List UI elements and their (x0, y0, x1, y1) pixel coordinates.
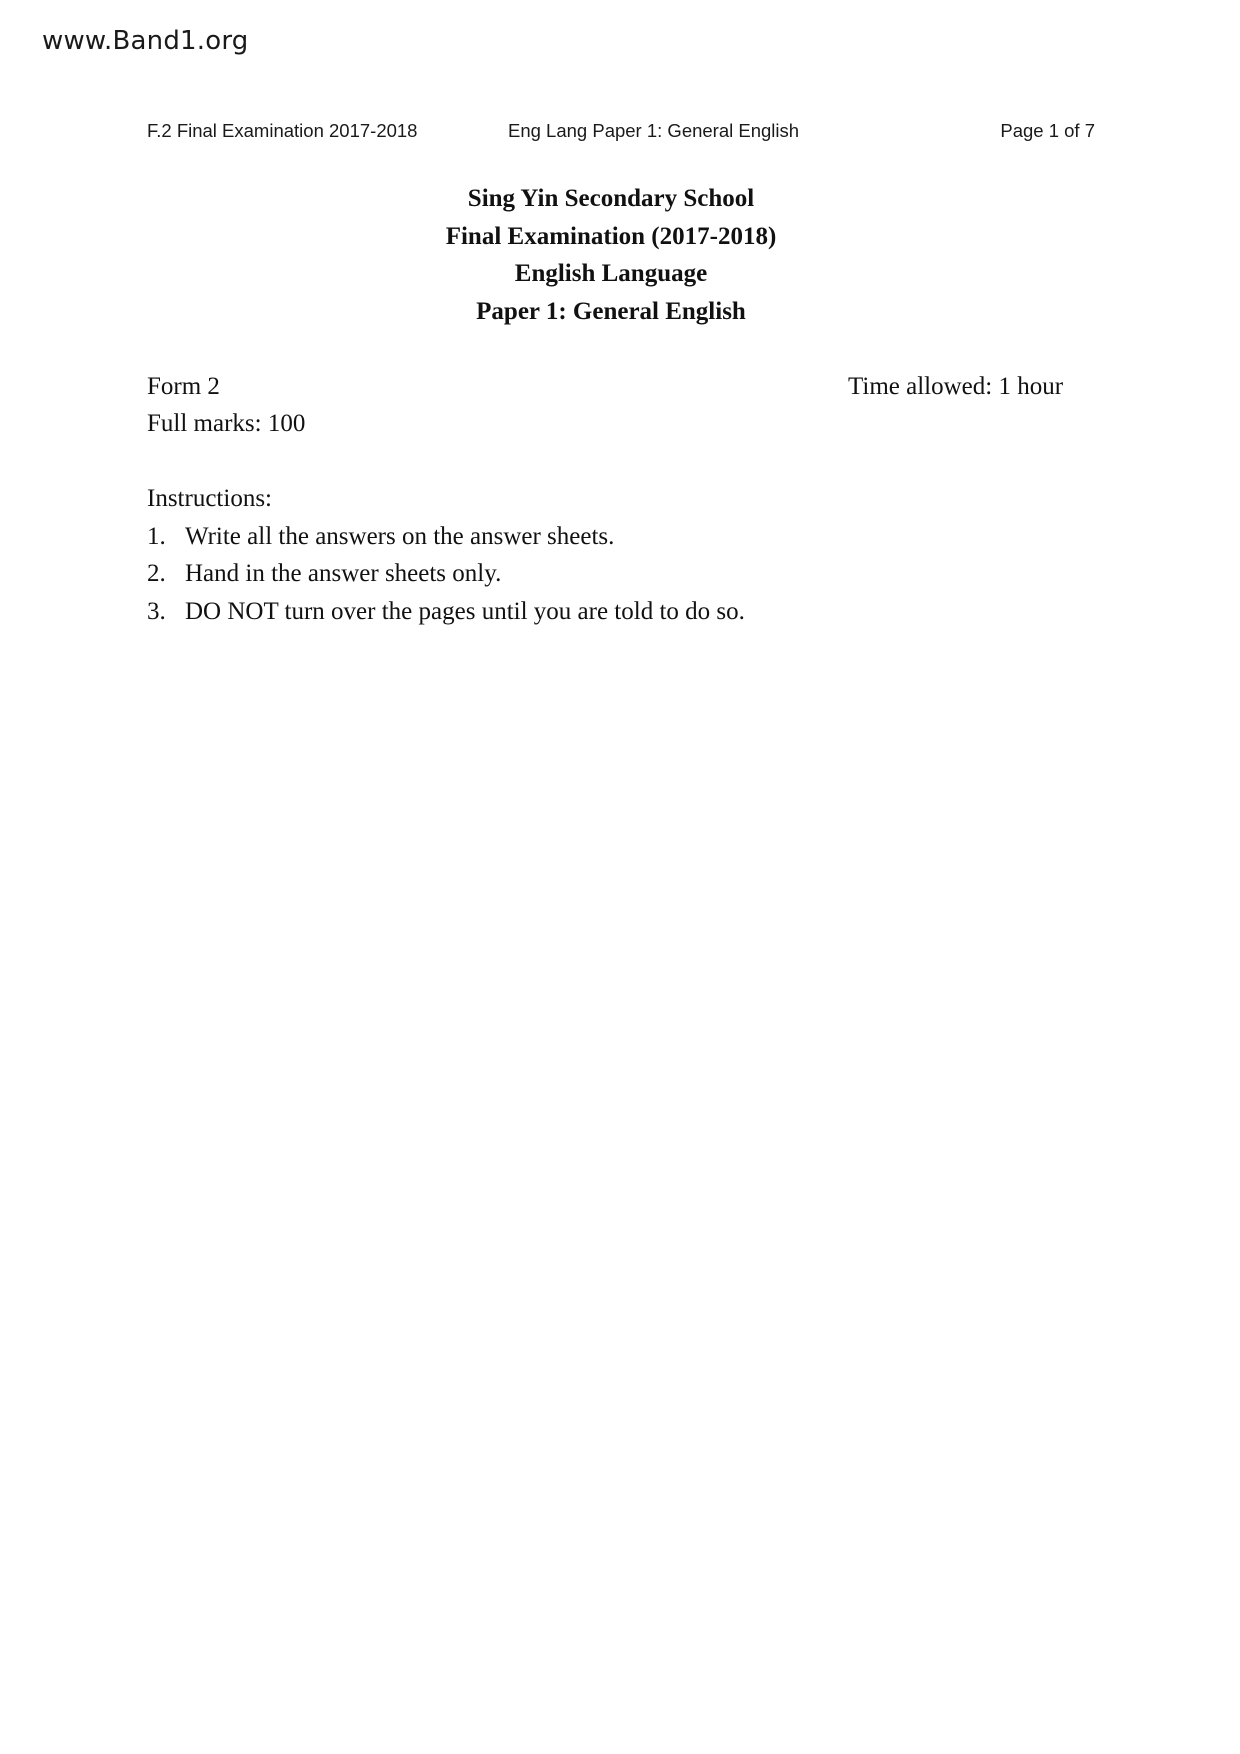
instruction-item (147, 518, 745, 556)
exam-title: Final Examination (2017-2018) (445, 222, 777, 250)
instructions-section (147, 480, 745, 630)
instruction-item (147, 593, 745, 631)
instruction-text: Write all the answers on the answer sheets. (185, 522, 615, 550)
header-page-number: Page 1 of 7 (1000, 120, 1095, 141)
school-name: Sing Yin Secondary School (467, 185, 755, 212)
instruction-number: 2. (147, 560, 166, 587)
watermark-url: www.Band1.org (42, 26, 249, 56)
subject-title: English Language (514, 260, 708, 287)
header-paper-label: Eng Lang Paper 1: General English (508, 120, 800, 141)
instruction-number: 3. (147, 597, 166, 625)
running-header (147, 120, 1095, 144)
header-exam-label: F.2 Final Examination 2017-2018 (147, 120, 418, 141)
instruction-text: DO NOT turn over the pages until you are told to do so. (185, 597, 745, 625)
instructions-list (147, 518, 745, 631)
form-level: Form 2 (147, 373, 220, 400)
instruction-number: 1. (147, 522, 166, 550)
instruction-text: Hand in the answer sheets only. (185, 560, 502, 587)
title-block (0, 180, 1222, 330)
instructions-heading: Instructions: (147, 485, 272, 512)
paper-title: Paper 1: General English (476, 297, 746, 325)
instruction-item (147, 555, 745, 593)
time-allowed: Time allowed: 1 hour (848, 373, 1064, 400)
full-marks: Full marks: 100 (147, 410, 306, 437)
